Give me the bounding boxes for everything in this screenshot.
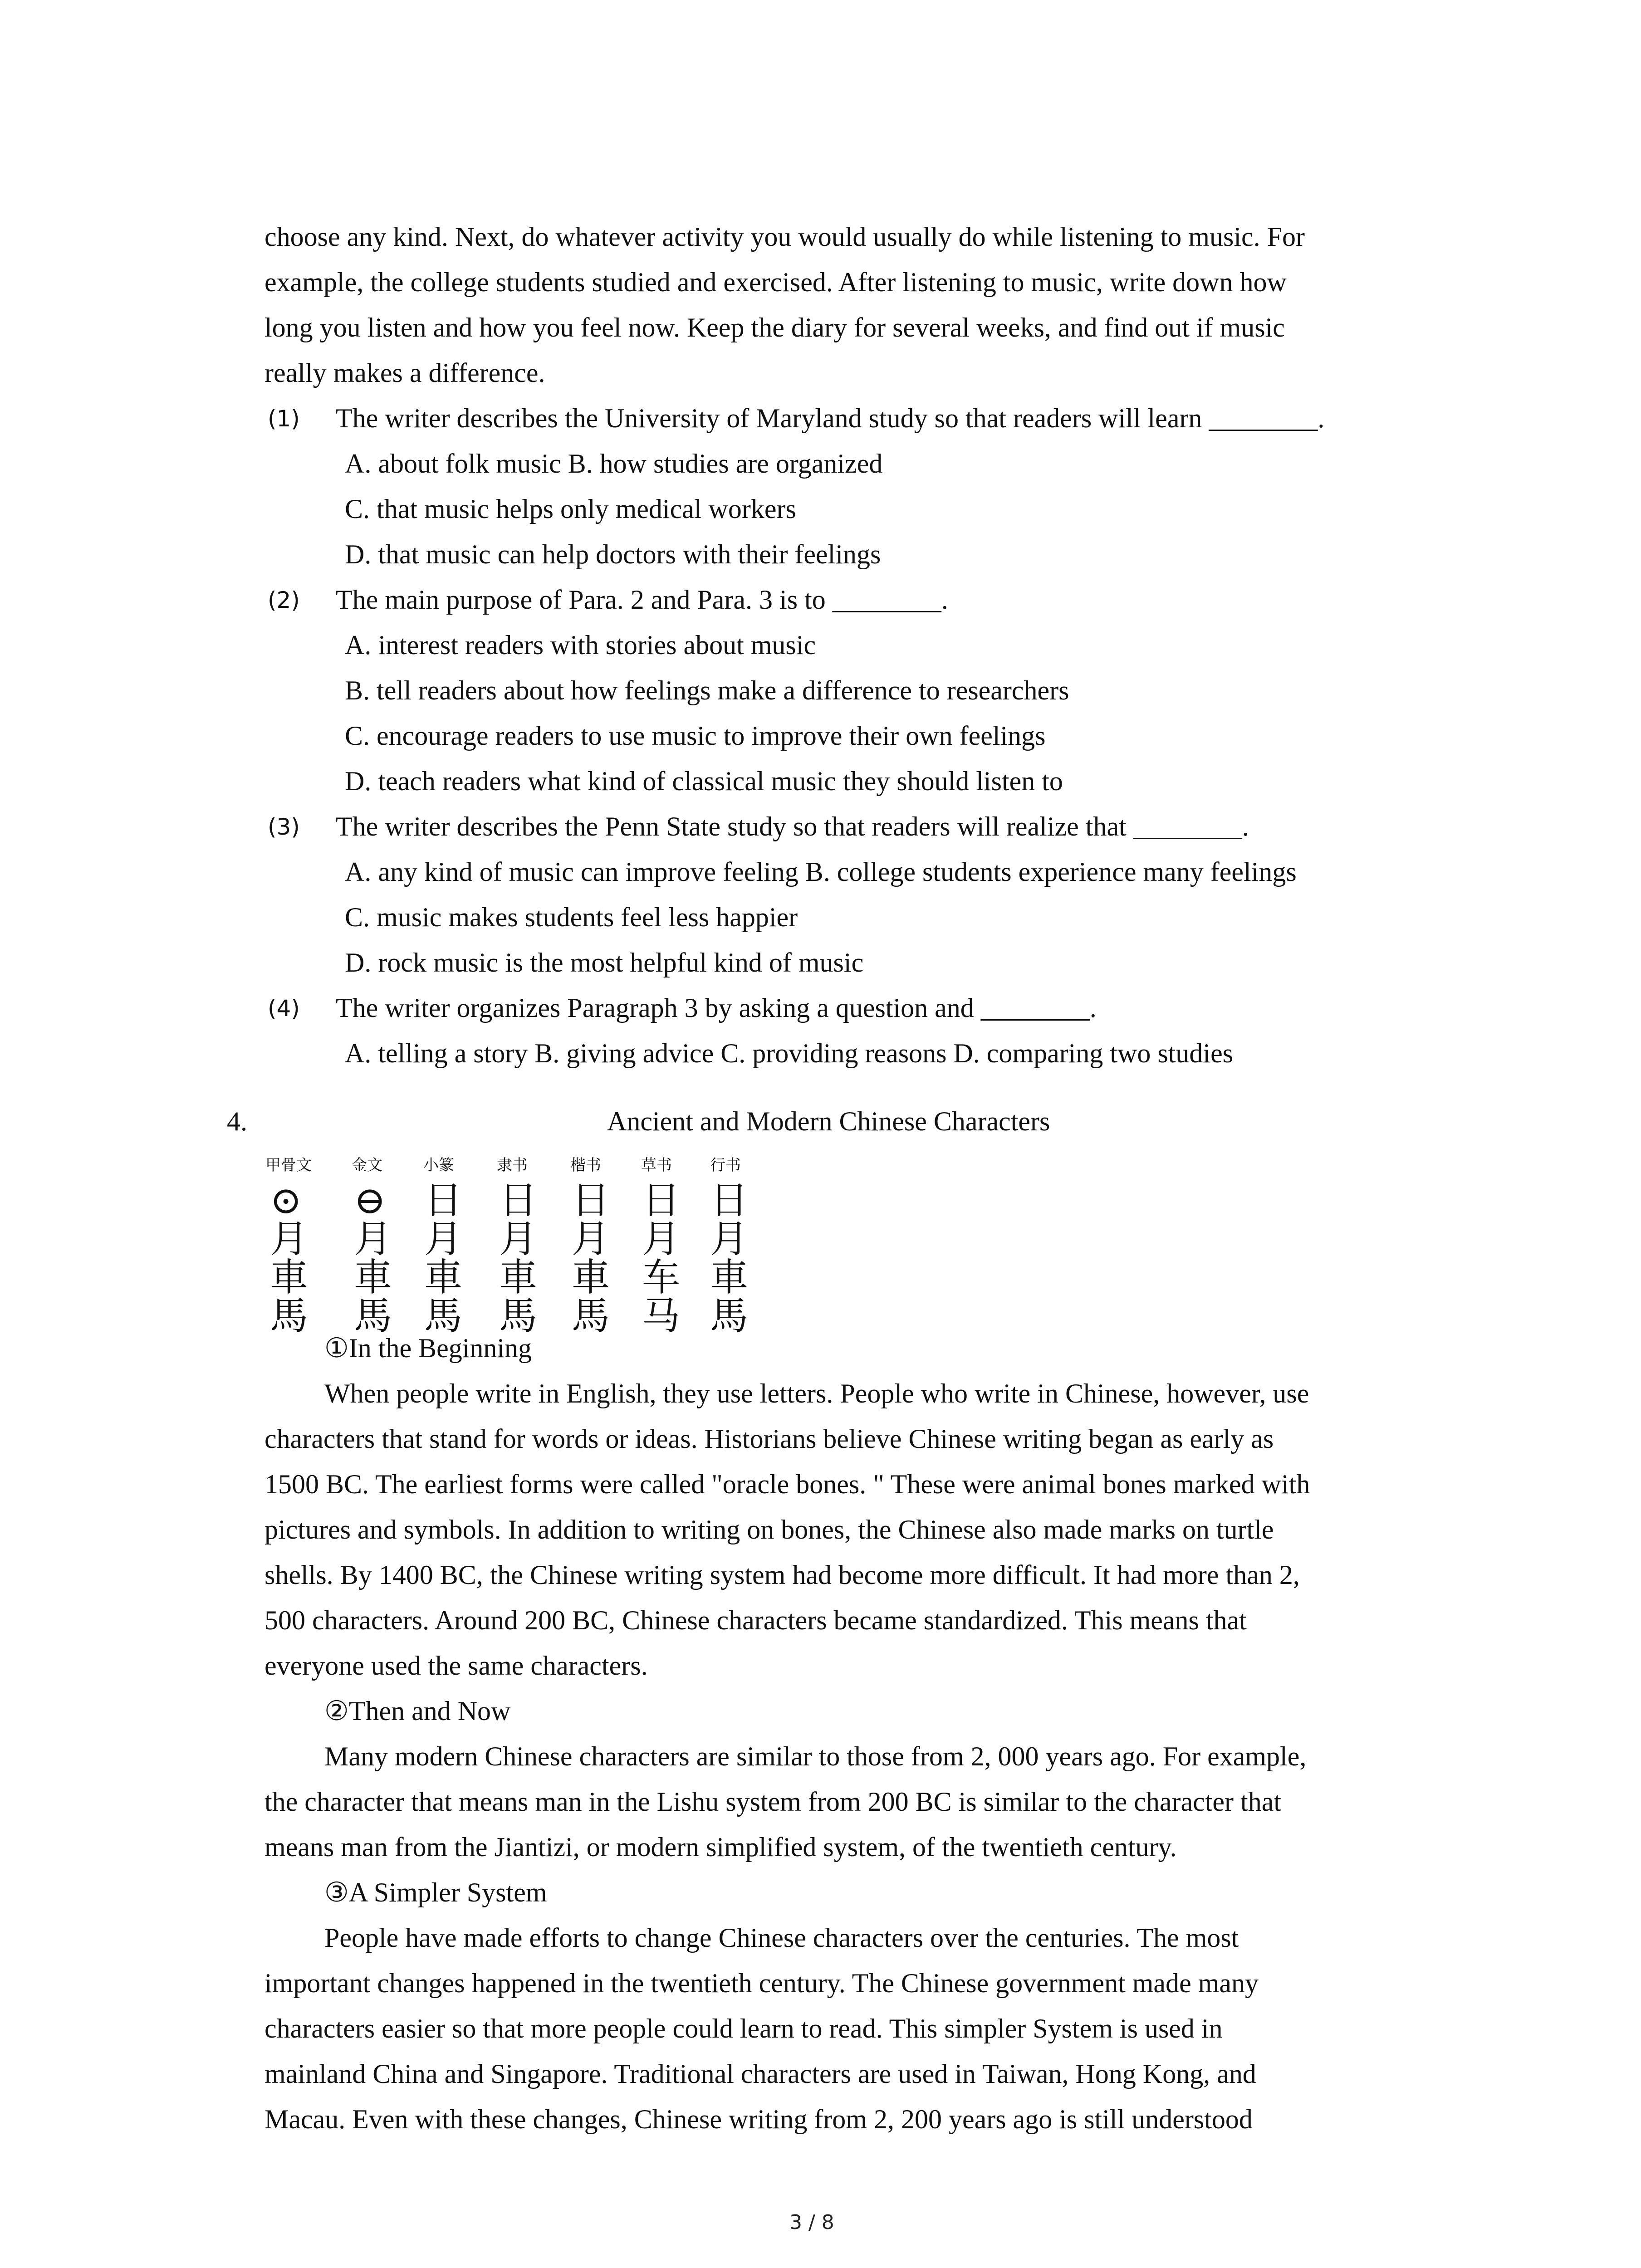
chinese-script-evolution-table bbox=[261, 1152, 810, 1338]
paragraph-line: really makes a difference. bbox=[265, 358, 545, 388]
script-glyph: 車 bbox=[424, 1255, 463, 1300]
paragraph-line: example, the college students studied and exercised. After listening to music, write down how bbox=[265, 267, 1287, 297]
paragraph-line: characters that stand for words or ideas. Historians believe Chinese writing began as early as bbox=[265, 1424, 1274, 1454]
paragraph-line: everyone used the same characters. bbox=[265, 1651, 648, 1681]
script-glyph: 月 bbox=[499, 1217, 538, 1261]
answer-option: C. that music helps only medical workers bbox=[345, 494, 796, 524]
answer-option: D. rock music is the most helpful kind of music bbox=[345, 948, 864, 978]
script-glyph: 車 bbox=[499, 1255, 538, 1300]
script-glyph: 車 bbox=[354, 1255, 392, 1300]
paragraph-line: important changes happened in the twentieth century. The Chinese government made many bbox=[265, 1968, 1259, 1998]
script-header: 隶书 bbox=[497, 1156, 528, 1174]
script-glyph: 馬 bbox=[424, 1294, 463, 1338]
paragraph-line: 1500 BC. The earliest forms were called "oracle bones. " These were animal bones marked with bbox=[265, 1469, 1310, 1499]
answer-option: A. interest readers with stories about music bbox=[345, 630, 816, 660]
script-glyph: 日 bbox=[499, 1178, 538, 1222]
paragraph-line: 500 characters. Around 200 BC, Chinese characters became standardized. This means that bbox=[265, 1605, 1247, 1635]
answer-option: C. encourage readers to use music to improve their own feelings bbox=[345, 721, 1046, 751]
script-header: 甲骨文 bbox=[265, 1156, 312, 1174]
question-number: (2) bbox=[268, 587, 300, 613]
section-heading: ②Then and Now bbox=[324, 1696, 511, 1726]
script-glyph: 馬 bbox=[710, 1294, 749, 1338]
question-stem: The writer describes the Penn State study so that readers will realize that ________. bbox=[336, 811, 1249, 841]
script-header: 草书 bbox=[641, 1156, 672, 1174]
question-number: (1) bbox=[268, 406, 300, 432]
script-glyph: 月 bbox=[424, 1217, 463, 1261]
paragraph-line: long you listen and how you feel now. Keep the diary for several weeks, and find out if music bbox=[265, 313, 1285, 342]
script-glyph: 日 bbox=[710, 1178, 749, 1222]
answer-option: D. teach readers what kind of classical music they should listen to bbox=[345, 766, 1063, 796]
paragraph-line: the character that means man in the Lishu system from 200 BC is similar to the character that bbox=[265, 1787, 1282, 1817]
script-header: 行书 bbox=[710, 1156, 741, 1174]
script-glyph: 月 bbox=[572, 1217, 610, 1261]
script-glyph: 馬 bbox=[572, 1294, 610, 1338]
paragraph-line: means man from the Jiantizi, or modern simplified system, of the twentieth century. bbox=[265, 1832, 1177, 1862]
paragraph-line: When people write in English, they use letters. People who write in Chinese, however, use bbox=[324, 1378, 1309, 1408]
section-heading: ③A Simpler System bbox=[324, 1877, 547, 1907]
section-heading: ①In the Beginning bbox=[324, 1333, 532, 1363]
script-header: 楷书 bbox=[570, 1156, 601, 1174]
script-glyph: ⊖ bbox=[354, 1178, 386, 1222]
paragraph-line: shells. By 1400 BC, the Chinese writing system had become more difficult. It had more than 2, bbox=[265, 1560, 1300, 1590]
passage-number: 4. bbox=[227, 1106, 247, 1136]
script-glyph: 日 bbox=[572, 1178, 610, 1222]
script-glyph: 馬 bbox=[354, 1294, 392, 1338]
script-glyph: 車 bbox=[270, 1255, 309, 1300]
script-glyph: 月 bbox=[642, 1217, 681, 1261]
answer-option: D. that music can help doctors with their feelings bbox=[345, 539, 881, 569]
paragraph-line: choose any kind. Next, do whatever activity you would usually do while listening to music. For bbox=[265, 222, 1305, 252]
page-number: 3 / 8 bbox=[789, 2211, 834, 2234]
script-glyph: 车 bbox=[642, 1255, 681, 1300]
script-glyph: 马 bbox=[642, 1294, 681, 1338]
question-number: (3) bbox=[268, 814, 300, 840]
paragraph-line: People have made efforts to change Chinese characters over the centuries. The most bbox=[324, 1923, 1239, 1953]
script-glyph: 日 bbox=[642, 1178, 681, 1222]
question-stem: The writer organizes Paragraph 3 by asking a question and ________. bbox=[336, 993, 1097, 1023]
question-stem: The main purpose of Para. 2 and Para. 3 is to ________. bbox=[336, 585, 948, 615]
answer-option: C. music makes students feel less happier bbox=[345, 902, 798, 932]
paragraph-line: Many modern Chinese characters are similar to those from 2, 000 years ago. For example, bbox=[324, 1741, 1307, 1771]
script-glyph: 月 bbox=[270, 1217, 309, 1261]
passage-title: Ancient and Modern Chinese Characters bbox=[607, 1106, 1050, 1136]
paragraph-line: Macau. Even with these changes, Chinese writing from 2, 200 years ago is still understood bbox=[265, 2104, 1253, 2134]
script-glyph: 馬 bbox=[270, 1294, 309, 1338]
script-glyph: 馬 bbox=[499, 1294, 538, 1338]
paragraph-line: mainland China and Singapore. Traditional characters are used in Taiwan, Hong Kong, and bbox=[265, 2059, 1256, 2089]
script-glyph: ⊙ bbox=[270, 1178, 302, 1222]
answer-option: B. tell readers about how feelings make a difference to researchers bbox=[345, 675, 1069, 705]
question-number: (4) bbox=[268, 995, 300, 1022]
question-stem: The writer describes the University of Maryland study so that readers will learn ________. bbox=[336, 403, 1325, 433]
script-glyph: 日 bbox=[424, 1178, 463, 1222]
script-glyph: 月 bbox=[354, 1217, 392, 1261]
script-glyph: 月 bbox=[710, 1217, 749, 1261]
script-header: 金文 bbox=[352, 1156, 382, 1174]
script-glyph: 車 bbox=[572, 1255, 610, 1300]
paragraph-line: characters easier so that more people could learn to read. This simpler System is used in bbox=[265, 2014, 1223, 2043]
answer-option: A. about folk music B. how studies are organized bbox=[345, 449, 883, 479]
answer-option: A. any kind of music can improve feeling B. college students experience many feelings bbox=[345, 857, 1297, 887]
paragraph-line: pictures and symbols. In addition to writing on bones, the Chinese also made marks on turtle bbox=[265, 1515, 1274, 1545]
script-header: 小篆 bbox=[423, 1156, 454, 1174]
answer-option: A. telling a story B. giving advice C. providing reasons D. comparing two studies bbox=[345, 1038, 1234, 1068]
script-glyph: 車 bbox=[710, 1255, 749, 1300]
